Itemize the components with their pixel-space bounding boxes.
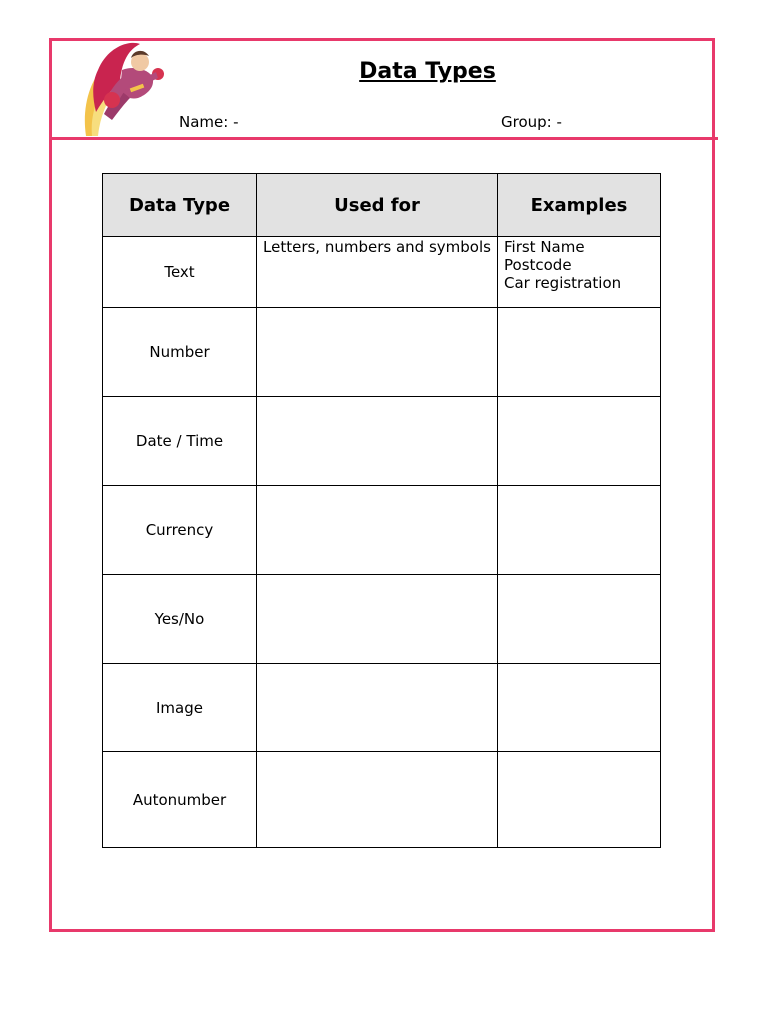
- data-type-cell: Image: [103, 664, 257, 752]
- table-row: [103, 664, 661, 752]
- used-for-cell[interactable]: Letters, numbers and symbols: [257, 237, 498, 308]
- examples-cell[interactable]: [498, 664, 661, 752]
- table-row: [103, 308, 661, 397]
- examples-cell[interactable]: [498, 575, 661, 664]
- example-item: First Name: [504, 238, 585, 256]
- data-type-cell: Number: [103, 308, 257, 397]
- examples-cell[interactable]: [498, 308, 661, 397]
- table-header-row: [103, 174, 661, 237]
- data-type-cell: Yes/No: [103, 575, 257, 664]
- column-header-examples: Examples: [498, 174, 661, 237]
- data-type-cell: Currency: [103, 486, 257, 575]
- examples-cell[interactable]: [498, 397, 661, 486]
- examples-cell[interactable]: [498, 752, 661, 848]
- group-field: Group: -: [501, 113, 562, 131]
- data-type-cell: Autonumber: [103, 752, 257, 848]
- used-for-cell[interactable]: [257, 397, 498, 486]
- used-for-cell[interactable]: [257, 308, 498, 397]
- examples-cell[interactable]: [498, 486, 661, 575]
- used-for-cell[interactable]: [257, 752, 498, 848]
- page-title: Data Types: [359, 59, 496, 84]
- used-for-cell[interactable]: [257, 486, 498, 575]
- data-type-cell: Text: [103, 237, 257, 308]
- example-item: Car registration: [504, 274, 622, 292]
- example-item: Postcode: [504, 256, 572, 274]
- column-header-used-for: Used for: [257, 174, 498, 237]
- table-row: [103, 752, 661, 848]
- examples-cell[interactable]: [498, 237, 661, 308]
- data-type-cell: Date / Time: [103, 397, 257, 486]
- table-row: [103, 397, 661, 486]
- column-header-data-type: Data Type: [103, 174, 257, 237]
- table-row: [103, 237, 661, 308]
- name-field: Name: -: [179, 113, 239, 131]
- table-row: [103, 575, 661, 664]
- used-for-cell[interactable]: [257, 664, 498, 752]
- data-types-table: [102, 173, 661, 848]
- used-for-cell[interactable]: [257, 575, 498, 664]
- table-row: [103, 486, 661, 575]
- superhero-icon: [78, 40, 170, 138]
